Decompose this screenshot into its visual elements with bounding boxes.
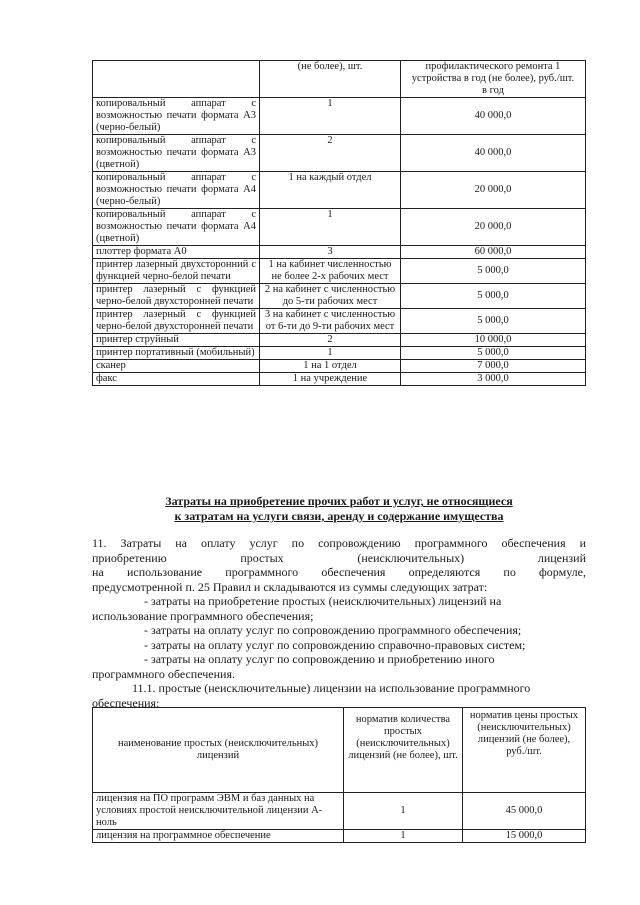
device-name: копировальный аппарат с возможностью печати формата А4 (черно-белый)	[93, 172, 260, 209]
table-row	[93, 284, 586, 309]
device-name: принтер струйный	[93, 334, 260, 347]
device-price: 40 000,0	[401, 135, 586, 172]
table-row	[93, 334, 586, 347]
device-qty: 1	[260, 347, 401, 360]
license-qty: 1	[344, 830, 463, 843]
device-price: 40 000,0	[401, 98, 586, 135]
device-qty: 1 на учреждение	[260, 373, 401, 386]
section-heading	[92, 494, 586, 524]
device-qty: 1	[260, 209, 401, 246]
device-price: 60 000,0	[401, 246, 586, 259]
bullet-line: - затраты на оплату услуг по сопровождению программного обеспечения;	[144, 623, 522, 637]
device-price: 5 000,0	[401, 309, 586, 334]
table-header-row	[93, 61, 586, 98]
license-price: 15 000,0	[463, 830, 586, 843]
table-header-row	[93, 708, 586, 793]
device-name: копировальный аппарат с возможностью печати формата А3 (цветной)	[93, 135, 260, 172]
table-row	[93, 246, 586, 259]
header-cell: норматив количества простых (неисключительных) лицензий (не более), шт.	[344, 708, 463, 793]
equipment-maintenance-table	[92, 60, 586, 386]
device-price: 20 000,0	[401, 172, 586, 209]
device-name: копировальный аппарат с возможностью печати формата А3 (черно-белый)	[93, 98, 260, 135]
device-price: 7 000,0	[401, 360, 586, 373]
bullet-line: использование программного обеспечения;	[92, 608, 314, 623]
licenses-table	[92, 707, 586, 843]
device-qty: 2	[260, 334, 401, 347]
device-price: 5 000,0	[401, 259, 586, 284]
table-row	[93, 209, 586, 246]
table-row	[93, 259, 586, 284]
paragraph-line: 11.1. простые (неисключительные) лицензии на использование программного	[132, 681, 531, 695]
device-qty: 2 на кабинет с численностью до 5-ти рабочих мест	[260, 284, 401, 309]
paragraph-line: приобретению простых (неисключительных) лицензий	[92, 550, 586, 565]
paragraph-line: предусмотренной п. 25 Правил и складываются из суммы следующих затрат:	[92, 579, 488, 594]
table-row	[93, 347, 586, 360]
device-qty: 2	[260, 135, 401, 172]
device-price: 5 000,0	[401, 347, 586, 360]
table-row	[93, 830, 586, 843]
license-name: лицензия на программное обеспечение	[93, 830, 344, 843]
device-qty: 1 на кабинет численностью не более 2-х рабочих мест	[260, 259, 401, 284]
table-row	[93, 373, 586, 386]
device-name: принтер лазерный двухсторонний с функцией черно-белой печати	[93, 259, 260, 284]
table-row	[93, 793, 586, 830]
device-name: принтер лазерный с функцией черно-белой двухсторонней печати	[93, 284, 260, 309]
device-qty: 1	[260, 98, 401, 135]
device-price: 10 000,0	[401, 334, 586, 347]
device-qty: 1 на каждый отдел	[260, 172, 401, 209]
paragraph-line: на использование программного обеспечения определяются по формуле,	[92, 565, 586, 579]
table-row	[93, 98, 586, 135]
section-heading-line: Затраты на приобретение прочих работ и услуг, не относящиеся	[165, 494, 513, 508]
header-cell: норматив цены простых (неисключительных) лицензий (не более), руб./шт.	[463, 708, 586, 793]
device-name: копировальный аппарат с возможностью печати формата А4 (цветной)	[93, 209, 260, 246]
bullet-line: программного обеспечения.	[92, 666, 235, 681]
device-price: 5 000,0	[401, 284, 586, 309]
device-name: принтер портативный (мобильный)	[93, 347, 260, 360]
device-qty: 3 на кабинет с численностью от 6-ти до 9-ти рабочих мест	[260, 309, 401, 334]
device-price: 3 000,0	[401, 373, 586, 386]
device-price: 20 000,0	[401, 209, 586, 246]
header-cell: наименование простых (неисключительных) лицензий	[93, 708, 344, 793]
device-qty: 1 на 1 отдел	[260, 360, 401, 373]
bullet-line: - затраты на оплату услуг по сопровождению и приобретению иного	[144, 652, 495, 666]
table-row	[93, 309, 586, 334]
table-row	[93, 135, 586, 172]
bullet-line: - затраты на оплату услуг по сопровождению справочно-правовых систем;	[144, 637, 526, 652]
license-qty: 1	[344, 793, 463, 830]
device-name: сканер	[93, 360, 260, 373]
license-name: лицензия на ПО программ ЭВМ и баз данных на условиях простой неисключительной лицензии А-ноль	[93, 793, 344, 830]
paragraph-line: 11. Затраты на оплату услуг по сопровождению программного обеспечения и	[92, 536, 586, 550]
header-cell: (не более), шт.	[260, 61, 401, 98]
table-row	[93, 360, 586, 373]
paragraph-line: обеспечения:	[92, 695, 160, 710]
device-name: факс	[93, 373, 260, 386]
header-cell	[93, 61, 260, 98]
device-name: плоттер формата А0	[93, 246, 260, 259]
section-heading-line: к затратам на услуги связи, аренду и содержание имущества	[174, 509, 504, 523]
license-price: 45 000,0	[463, 793, 586, 830]
device-name: принтер лазерный с функцией черно-белой двухсторонней печати	[93, 309, 260, 334]
header-cell: профилактического ремонта 1 устройства в год (не более), руб./шт. в год	[401, 61, 586, 98]
table-row	[93, 172, 586, 209]
device-qty: 3	[260, 246, 401, 259]
paragraph-11	[92, 536, 586, 710]
bullet-line: - затраты на приобретение простых (неисключительных) лицензий на	[144, 594, 502, 608]
